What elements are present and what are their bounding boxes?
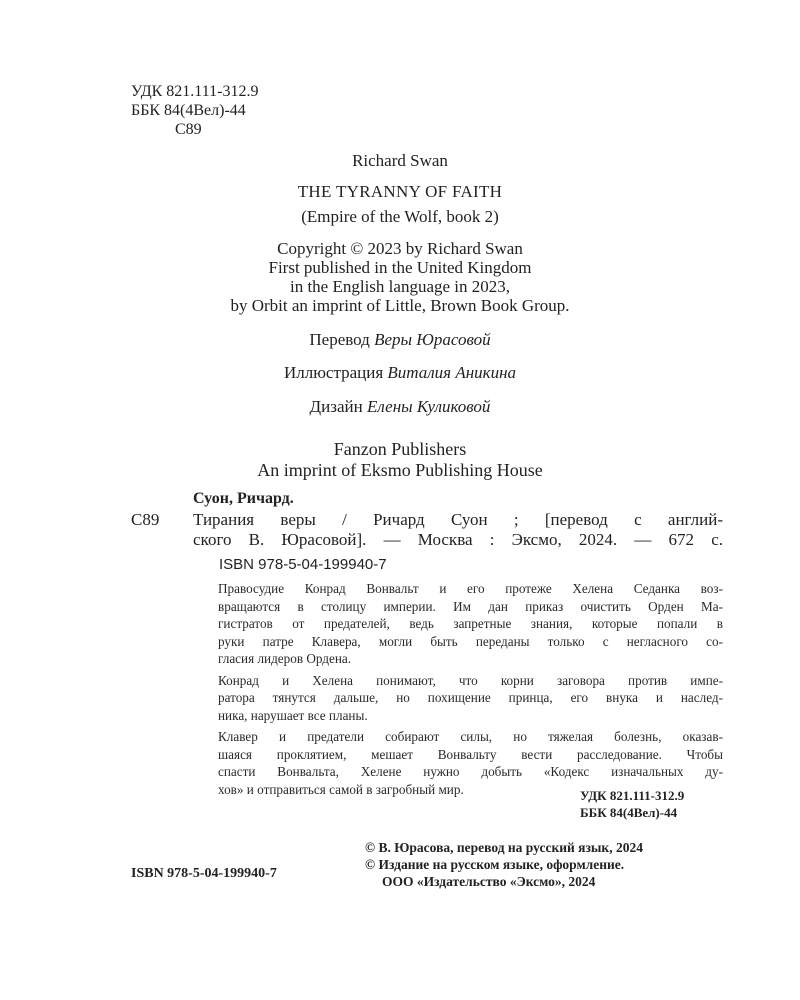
illustration-label: Иллюстрация	[283, 363, 384, 382]
annotation-paragraph	[193, 580, 723, 668]
footer-copyright-line: © Издание на русском языке, оформление.	[365, 857, 625, 872]
annotation-line: вращаются в столицу империи. Им дан приказ очистить Орден Ма-	[218, 598, 723, 614]
footer-copyright-line: © В. Юрасова, перевод на русский язык, 2024	[365, 840, 643, 855]
biblio-line: ского В. Юрасовой]. — Москва : Эксмо, 2024. — 672 с.	[193, 530, 723, 549]
translation-credit	[0, 330, 800, 350]
footer-copyright-line: ООО «Издательство «Эксмо», 2024	[382, 874, 596, 889]
book-series: (Empire of the Wolf, book 2)	[301, 207, 499, 226]
annotation-line: Конрад и Хелена понимают, что корни заговора против импе-	[218, 672, 723, 688]
annotation-line: шаяся проклятием, мешает Вонвальту вести расследование. Чтобы	[218, 746, 723, 762]
illustrator-name: Виталия Аникина	[387, 363, 517, 382]
udk-code: УДК 821.111-312.9	[131, 83, 259, 100]
biblio-line: Тирания веры / Ричард Суон ; [перевод с англий-	[193, 510, 723, 529]
annotation-codes	[580, 787, 684, 821]
publisher-block	[0, 439, 800, 481]
annotation-paragraph	[193, 672, 723, 725]
catalog-code: С89	[131, 510, 160, 529]
annotation-line: Клавер и предатели собирают силы, но тяжелая болезнь, оказав-	[218, 729, 723, 744]
catalog-bibliographic-description	[193, 510, 723, 550]
annotation-line: гистратов от предателей, ведь запретные знания, которые попали в	[218, 616, 723, 631]
designer-name: Елены Куликовой	[366, 397, 491, 416]
book-title: THE TYRANNY OF FAITH	[297, 182, 503, 201]
copyright-line: by Orbit an imprint of Little, Brown Book Group.	[230, 296, 570, 315]
annotation-line: ратора тянутся дальше, но похищение принца, его внука и наслед-	[218, 690, 723, 705]
bbk-code: ББК 84(4Вел)-44	[131, 102, 246, 119]
copyright-line: Copyright © 2023 by Richard Swan	[277, 239, 523, 258]
catalog-isbn: ISBN 978-5-04-199940-7	[219, 556, 387, 573]
footer-isbn: ISBN 978-5-04-199940-7	[131, 866, 277, 881]
bbk-code: ББК 84(4Вел)-44	[580, 805, 678, 820]
annotation-line: руки патре Клавера, могли быть переданы только с негласного со-	[218, 633, 723, 649]
annotation-line: ника, нарушает все планы.	[218, 707, 368, 723]
annotation-line: гласия лидеров Ордена.	[218, 651, 352, 666]
copyright-line: in the English language in 2023,	[289, 277, 511, 296]
book-author: Richard Swan	[352, 151, 448, 170]
udk-code: УДК 821.111-312.9	[580, 788, 685, 803]
translation-label: Перевод	[309, 330, 370, 349]
design-credit	[0, 397, 800, 417]
publisher-imprint: An imprint of Eksmo Publishing House	[257, 460, 543, 480]
footer-copyright	[365, 839, 643, 890]
design-label: Дизайн	[309, 397, 363, 416]
author-mark: С89	[175, 121, 202, 138]
copyright-block	[0, 239, 800, 315]
catalog-author-heading: Суон, Ричард.	[193, 490, 294, 507]
publisher-name: Fanzon Publishers	[333, 439, 467, 459]
annotation-line: хов» и отправиться самой в загробный мир.	[218, 781, 464, 797]
copyright-line: First published in the United Kingdom	[268, 258, 532, 277]
annotation-line: Правосудие Конрад Вонвальт и его протеже Хелена Седанка воз-	[218, 581, 723, 596]
annotation	[193, 580, 723, 802]
annotation-line: спасти Вонвальта, Хелене нужно добыть «Кодекс изначальных ду-	[218, 764, 723, 779]
translator-name: Веры Юрасовой	[374, 330, 491, 349]
classification-codes	[131, 82, 258, 139]
illustration-credit	[0, 363, 800, 383]
